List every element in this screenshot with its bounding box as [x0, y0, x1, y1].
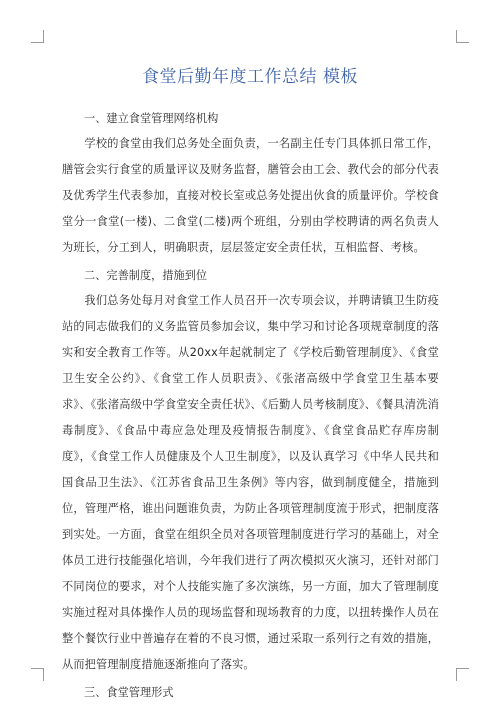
section-3 — [62, 682, 439, 703]
section-paragraph: 我们总务处每月对食堂工作人员召开一次专项会议，并聘请镇卫生防疫站的同志做我们的义务监管员参加会议，集中学习和讨论各项规章制度的落实和安全教育工作等。从20xx年起就制定了《学校后勤管理制度》、《食堂卫生安全公约》、《食堂工作人员职责》、《张渚高级中学食堂卫生基本要求》、《张渚高级中学食堂安全责任状》、《后勤人员考核制度》、《餐具清洗消毒制度》、《食品中毒应急处理及疫情报告制度》、《食堂食品贮存库房制度》，《食堂工作人员健康及个人卫生制度》，以及认真学习《中华人民共和国食品卫生法》、《江苏省食品卫生条例》等内容，做到制度健全，措施到位，管理严格，谁出问题谁负责，为防止各项管理制度流于形式，把制度落到实处。一方面，食堂在组织全员对各项管理制度进行学习的基础上，对全体员工进行技能强化培训，今年我们进行了两次模拟灭火演习，还针对部门不同岗位的要求，对个人技能实施了多次演练，另一方面，加大了管理制度实施过程对具体操作人员的现场监督和现场教育的力度，以扭转操作人员在整个餐饮行业中普遍存在着的不良习惯，通过采取一系列行之有效的措施，从而把管理制度措施逐渐推向了落实。 — [62, 294, 439, 671]
crop-mark-top-right — [456, 30, 469, 43]
section-heading: 三、食堂管理形式 — [84, 686, 174, 699]
document-title: 食堂后勤年度工作总结 模板 — [142, 67, 358, 87]
crop-mark-top-left — [31, 30, 44, 43]
crop-mark-bottom-left — [31, 668, 44, 681]
section-heading: 一、建立食堂管理网络机构 — [84, 112, 219, 125]
section-paragraph: 学校的食堂由我们总务处全面负责，一名副主任专门具体抓日常工作，膳管会实行食堂的质量评议及财务监督，膳管会由工会、教代会的部分代表及优秀学生代表参加，直接对校长室或总务处提出伙食的质量评价。学校食堂分一食堂(一楼)、二食堂(二楼)两个班组，分别由学校聘请的两名负责人为班长，分工到人，明确职责，层层签定安全责任状，互相监督、考核。 — [62, 137, 439, 254]
section-1 — [62, 108, 439, 261]
crop-mark-bottom-right — [456, 668, 469, 681]
section-heading: 二、完善制度，措施到位 — [84, 269, 208, 282]
document-body — [62, 108, 439, 703]
section-2 — [62, 265, 439, 678]
